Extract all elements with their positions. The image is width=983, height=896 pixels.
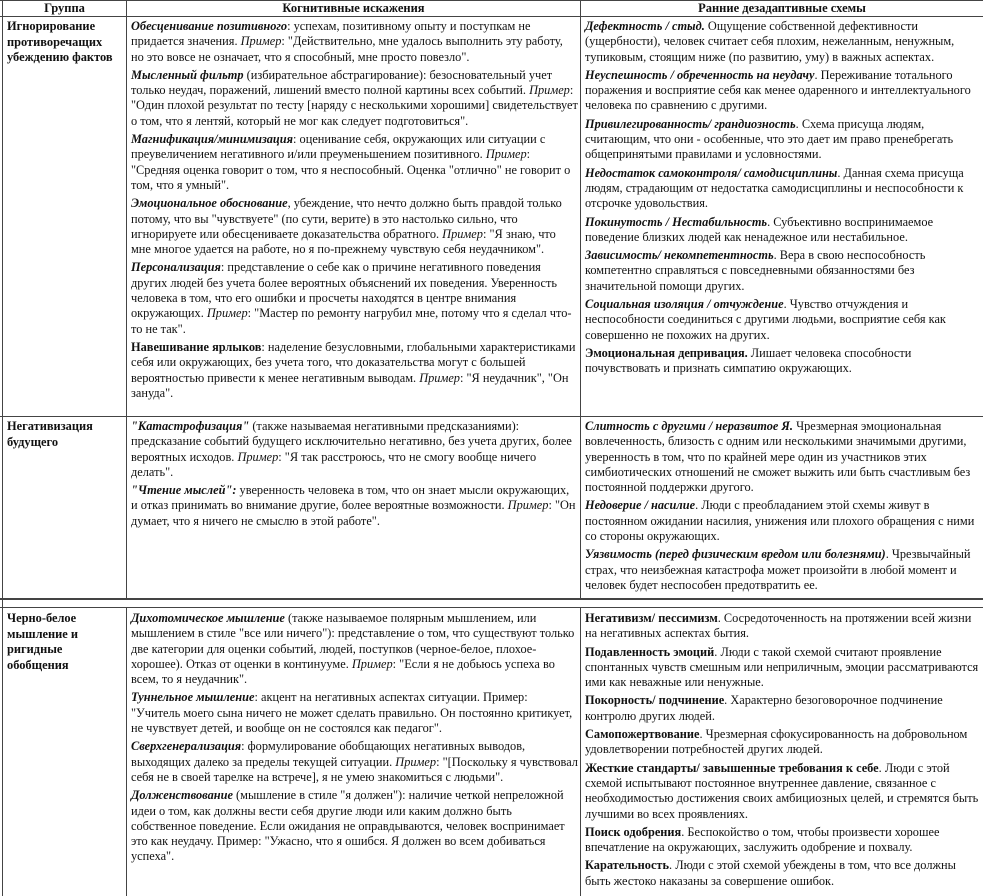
schema-entry <box>585 117 983 163</box>
example-label: Пример <box>237 449 279 464</box>
schema-entry <box>585 68 983 114</box>
rule-col-left <box>2 0 3 896</box>
example-label: Пример <box>395 754 437 769</box>
entry-text: : формулирование обобщающих негативных выводов, выходящих далеко за пределы текущей ситуации. <box>131 739 526 769</box>
entry-text: . Данная схема присуща людям, страдающим от недостатка самодисциплины и неспособности к отсрочке удовольствия. <box>585 165 964 211</box>
rule-row3 <box>0 607 983 608</box>
entry-title: Покинутость / Нестабильность <box>585 214 768 229</box>
schema-entry <box>585 248 983 294</box>
example-label: Пример <box>529 83 570 98</box>
entry-title: Дефектность / стыд. <box>585 19 705 33</box>
schemas-cell-2 <box>581 419 983 597</box>
schemas-cell-3 <box>581 611 983 896</box>
header-group: Группа <box>44 1 85 15</box>
entry-text: . Характерно безоговорочное подчинение контролю других людей. <box>585 693 943 723</box>
entry-title: Зависимость/ некомпетентность <box>585 248 774 263</box>
example-text: : "[Поскольку я чувствовал себя не в своей тарелке на встрече], я не умею знакомиться с людьми". <box>131 754 578 784</box>
entry-title: Покорность/ подчинение <box>585 693 725 708</box>
entry-text: . Чувство отчуждения и неспособности соединиться с другими людьми, восприятие себя как совершенно не похожих на других. <box>585 297 946 342</box>
entry-text: . Чрезвычайный страх, что неизбежная катастрофа может произойти в любой момент и человек будет неспособен предотвратить ее. <box>585 547 971 592</box>
distortion-entry <box>131 196 578 257</box>
entry-text: : акцент на негативных аспектах ситуации. Пример: "Учитель моего сына ничего не может сделать правильно. Он постоянно критикует, не чувствует детей, и вообще он не состоялся как педагог". <box>131 690 573 736</box>
entry-text: . Люди с этой схемой испытывают постоянное внутреннее давление, связанное с необходимостью достижения своих амбициозных целей, и стремятся быть лучшими во всех проявлениях. <box>585 760 979 821</box>
schema-entry <box>585 858 983 889</box>
entry-text: : успехам, позитивному опыту и поступкам не придается значения. <box>131 19 531 49</box>
entry-text: (избирательное абстрагирование): безосновательный учет только неудач, поражений, лишений вместо полной картины всех событий. <box>131 67 553 98</box>
distortion-entry <box>131 132 578 193</box>
distortion-entry <box>131 788 578 864</box>
distortion-entry <box>131 611 578 687</box>
schema-entry <box>585 825 983 856</box>
example-label: Пример <box>206 306 248 321</box>
example-text: : "Он думает, что я ничего не смыслю в этой работе". <box>131 498 576 528</box>
entry-title: Сверхгенерализация <box>131 739 242 754</box>
distortions-cell-2 <box>127 419 580 597</box>
example-label: Пример <box>351 656 393 671</box>
distortions-cell-1 <box>127 19 580 415</box>
group-cell-blackwhite: Черно-белое мышление и ригидные обобщения <box>7 611 79 672</box>
entry-text: Лишает человека способности почувствовать и признать симпатию окружающих. <box>585 345 912 376</box>
entry-title: Обесценивание позитивного <box>131 19 288 33</box>
entry-text: . Люди с этой схемой убеждены в том, что все должны быть жестоко наказаны за совершение ошибок. <box>585 858 956 888</box>
entry-text: . Вера в свою неспособность компетентно справляться с повседневными обязанностями без значительной помощи других. <box>585 248 926 293</box>
distortions-cell-3 <box>127 611 580 896</box>
rule-row1 <box>0 416 983 417</box>
entry-text: . Люди с преобладанием этой схемы живут в постоянном ожидании насилия, унижения или плохого обращения с ними со стороны окружающих. <box>585 498 975 544</box>
entry-title: Недостаток самоконтроля/ самодисциплины <box>585 165 838 180</box>
entry-title: Привилегированность/ грандиозность <box>585 116 796 131</box>
entry-text: : представление о себе как о причине негативного поведения других людей без учета более вероятных объяснений их поведения. Уверенность человека в том, что его ошибки и просчеты находятся в центре внимания окружающих. <box>131 260 557 321</box>
entry-title: Туннельное мышление <box>131 690 255 705</box>
entry-title: Подавленность эмоций <box>585 644 715 659</box>
schema-entry <box>585 727 983 758</box>
group-cell-future: Негативизация будущего <box>7 419 93 449</box>
entry-text: , убеждение, что нечто должно быть правдой только потому, что вы "чувствуете" (по сути, верите) в это настолько сильно, что игнорируете или обесцениваете доказательства обратного. <box>131 196 562 241</box>
schemas-cell-1 <box>581 19 983 415</box>
schema-entry <box>585 645 983 691</box>
entry-title: Недоверие / насилие <box>585 498 696 513</box>
schema-entry <box>585 611 983 642</box>
entry-title: Магнификация/минимизация <box>131 132 294 147</box>
example-text: : "Я знаю, что мне многое удается на работе, но я по-прежнему чувствую себя неудачником". <box>131 226 556 257</box>
example-text: : "Если я не добьюсь успеха во всем, то я неудачник". <box>131 656 555 687</box>
entry-text: . Чрезмерная сфокусированность на добровольном удовлетворении потребностей других людей. <box>585 727 968 757</box>
entry-text: . Беспокойство о том, чтобы произвести хорошее впечатление на окружающих, заслужить одобрение и похвалу. <box>585 824 940 855</box>
entry-title: Персонализация <box>131 260 221 275</box>
schema-entry <box>585 215 983 246</box>
header-distortions: Когнитивные искажения <box>282 1 425 15</box>
distortion-entry <box>131 19 578 65</box>
example-label: Пример <box>240 34 282 49</box>
schema-entry <box>585 19 983 65</box>
entry-title: Самопожертвование <box>585 727 700 742</box>
entry-text: (также называемая негативными предсказаниями): предсказание событий будущего исключительно негативно, без учета других, более вероятных исходов. <box>131 419 572 464</box>
schema-entry <box>585 693 983 724</box>
entry-text: . Переживание тотального поражения и восприятие себя как менее одаренного и интеллектуального человека по сравнению с другими. <box>585 67 971 113</box>
example-text: : "Один плохой результат по тесту [наряду с несколькими хорошими] свидетельствует о том, что я лентяй, который не мог как следует подготовиться". <box>131 83 578 128</box>
rule-header <box>0 16 983 17</box>
entry-text: : наделение безусловными, глобальными характеристиками себя или окружающих, без учета того, что доказательства могут с большей вероятностью привести к менее негативным выводам. <box>131 339 576 385</box>
entry-text: Ощущение собственной дефективности (ущербности), человек считает себя плохим, нежеланным, ненужным, тупиковым, стоящим ниже (по развитию, уму) в важных аспектах. <box>585 19 955 64</box>
entry-title: Социальная изоляция / отчуждение <box>585 297 784 312</box>
entry-text: . Субъективно воспринимаемое поведение близких людей как ненадежное или нестабильное. <box>585 214 934 244</box>
example-label: Пример <box>442 226 483 241</box>
entry-title: Неуспешность / обреченность на неудачу <box>585 67 815 82</box>
entry-text: . Схема присуща людям, считающим, что они - особенные, что это дает им право пренебрегать общепринятыми правилами и условностями. <box>585 116 954 162</box>
entry-text: . Сосредоточенность на протяжении всей жизни на негативных аспектах бытия. <box>585 611 972 641</box>
example-label: Пример <box>507 498 549 513</box>
entry-text: Чрезмерная эмоциональная вовлеченность, близость с одним или несколькими значимыми другими, уверенность в том, что по крайней мере один из участников этих симбиотических отношений не сможет выжить или быть счастливым без постоянной поддержки другого. <box>585 419 971 495</box>
entry-title: Долженствование <box>131 788 233 803</box>
entry-title: "Чтение мыслей": <box>131 483 237 498</box>
distortion-entry <box>131 419 578 480</box>
entry-text: (мышление в стиле "я должен"): наличие четкой непреложной идеи о том, как должны вести себя другие люди или каким должно быть собственное поведение. Если ожидания не оправдываются, человек воспринимает это как неудачу. Пример: "Ужасно, что я ошибся. Я должен во всем добиваться успеха". <box>131 788 565 864</box>
entry-title: Слитность с другими / неразвитое Я. <box>585 419 794 433</box>
entry-title: Жесткие стандарты/ завышенные требования к себе <box>585 760 879 775</box>
example-label: Пример <box>419 370 460 385</box>
distortion-entry <box>131 739 578 785</box>
distortion-entry <box>131 68 578 129</box>
schema-entry <box>585 498 983 544</box>
entry-title: Эмоциональная депривация. <box>585 345 748 360</box>
example-text: : "Средняя оценка говорит о том, что я неспособный. Оценка "отлично" не говорит о том, что я умный". <box>131 147 571 192</box>
distortion-entry <box>131 483 578 529</box>
distortion-entry <box>131 260 578 336</box>
distortion-entry <box>131 690 578 736</box>
entry-title: Карательность <box>585 858 670 873</box>
entry-title: Мысленный фильтр <box>131 67 244 82</box>
entry-text: (также называемое полярным мышлением, или мышлением в стиле "все или ничего"): представление о том, что существуют только две категории для оценки событий, людей, поступков (черное-белое, плохое-хорошее). Отказ от оценки в континууме. <box>131 611 575 671</box>
entry-text: . Люди с такой схемой считают проявление спонтанных чувств смешным или неприличным, эмоции рассматриваются ими как неважные или ненужные. <box>585 644 979 690</box>
entry-title: "Катастрофизация" <box>131 419 250 433</box>
example-label: Пример <box>485 147 527 162</box>
schema-entry <box>585 761 983 822</box>
schema-entry <box>585 419 983 495</box>
group-cell-ignoring: Игнорирование противоречащих убеждению фактов <box>7 19 113 65</box>
example-text: : "Я так расстроюсь, что не смогу вообще ничего делать". <box>131 449 537 479</box>
entry-title: Уязвимость (перед физическим вредом или болезнями) <box>585 547 886 562</box>
entry-title: Негативизм/ пессимизм <box>585 611 718 625</box>
entry-title: Поиск одобрения <box>585 824 682 839</box>
schema-entry <box>585 346 983 377</box>
example-text: : "Я неудачник", "Он зануда". <box>131 370 569 400</box>
header-schemas: Ранние дезадаптивные схемы <box>698 1 866 15</box>
entry-title: Эмоциональное обоснование <box>131 196 288 211</box>
schema-entry <box>585 297 983 343</box>
entry-text: уверенность человека в том, что он знает мысли окружающих, и отказ принимать во внимание другие, более вероятные возможности. <box>131 483 570 513</box>
schema-entry <box>585 547 983 593</box>
entry-text: : оценивание себя, окружающих или ситуации с преувеличением негативного и/или преуменьшением позитивного. <box>131 132 546 162</box>
schema-entry <box>585 166 983 212</box>
rule-row2 <box>0 598 983 600</box>
example-text: : "Мастер по ремонту нагрубил мне, потому что я сделал что-то не так". <box>131 306 572 336</box>
entry-title: Навешивание ярлыков <box>131 339 262 354</box>
entry-title: Дихотомическое мышление <box>131 611 285 625</box>
example-text: : "Действительно, мне удалось выполнить эту работу, но это вовсе не означает, что я способный, мне просто повезло". <box>131 34 563 64</box>
distortion-entry <box>131 340 578 401</box>
